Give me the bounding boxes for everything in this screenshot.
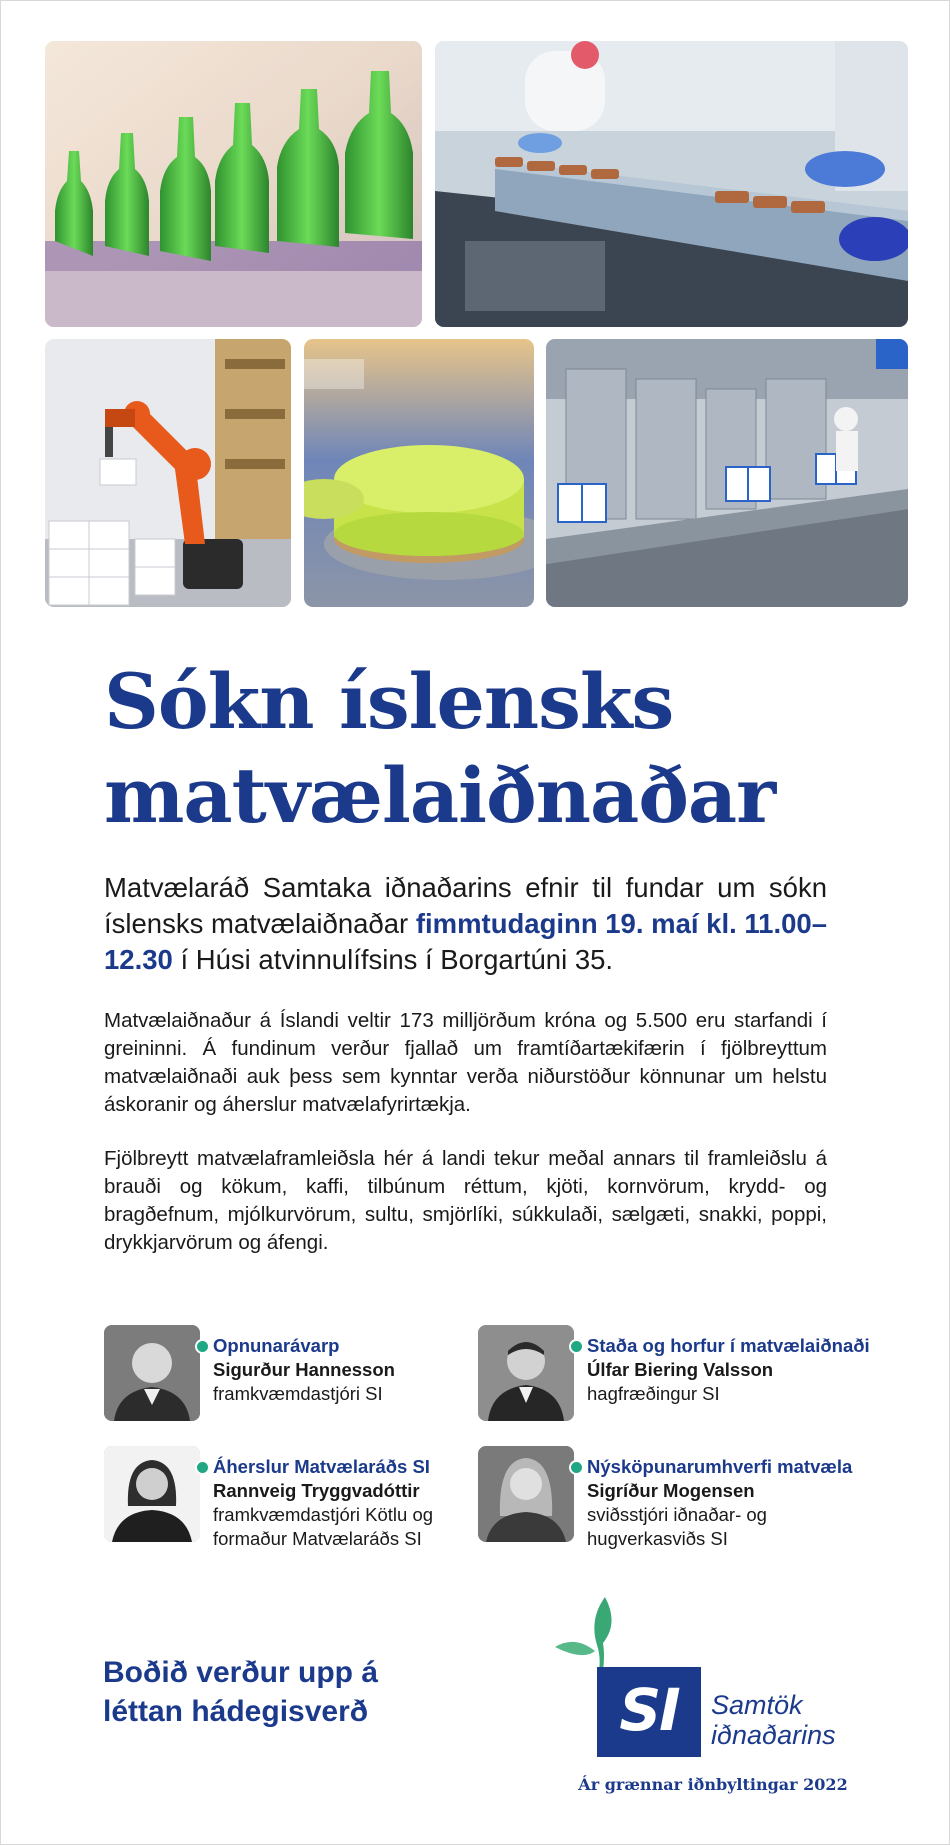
speaker-name: Rannveig Tryggvadóttir [213,1480,420,1501]
lunch-invite [103,1653,463,1731]
speaker-photo [104,1446,200,1542]
speaker-card [478,1325,898,1425]
speaker-topic: Opnunarávarp [213,1335,340,1356]
intro-date-highlight: fimmtudaginn 19. maí kl. 11.00–12.30 [104,908,827,975]
speaker-role: framkvæmdastjóri SI [213,1383,383,1404]
page-title [104,655,864,843]
photo-green-cake [304,339,534,607]
speaker-topic: Staða og horfur í matvælaiðnaði [587,1335,870,1356]
speaker-role: sviðsstjóri iðnaðar- og [587,1504,767,1525]
photo-green-bottles [45,41,422,327]
invite-line-1: Boðið verður upp á [103,1656,379,1689]
si-mark-text: SI [619,1676,679,1744]
photo-robot-arm [45,339,291,607]
intro-text-2: í Húsi atvinnulífsins í Borgartúni 35. [172,944,614,975]
logo-name-line-2: iðnaðarins [711,1720,836,1750]
speaker-role: hagfræðingur SI [587,1383,720,1404]
speaker-topic: Áherslur Matvælaráðs SI [213,1456,430,1477]
speaker-bullet [195,1460,210,1475]
speaker-role-line-2: hugverkasviðs SI [587,1528,728,1549]
intro-paragraph [104,870,827,978]
speaker-photo [104,1325,200,1421]
speaker-bullet [569,1460,584,1475]
logo-name-line-1: Samtök [711,1690,803,1720]
speaker-card [104,1446,524,1549]
body-paragraph-1: Matvælaiðnaður á Íslandi veltir 173 milljörðum króna og 5.500 eru starfandi í greininni. Á fundinum verður fjallað um framtíðartækifærin í fjölbreyttum matvælaiðnaði auk þess sem kynntar verða niðurstöður könnunar um helstu áskoranir og áherslur matvælafyrirtækja. [104,1009,827,1116]
invite-line-2: léttan hádegisverð [103,1695,369,1728]
body-paragraph-2: Fjölbreytt matvælaframleiðsla hér á landi tekur meðal annars til framleiðslu á brauði og kökum, kaffi, tilbúnum réttum, kjöti, kornvörum, krydd- og bragðefnum, mjólkurvörum, sultu, smjörlíki, súkkulaði, sælgæti, snakki, poppi, drykkjarvörum og áfengi. [104,1147,827,1254]
speaker-role-line-2: formaður Matvælaráðs SI [213,1528,422,1549]
speaker-name: Úlfar Biering Valsson [587,1359,774,1380]
speaker-name: Sigurður Hannesson [213,1359,395,1380]
intro-text-1: Matvælaráð Samtaka iðnaðarins efnir til fundar um sókn íslensks matvælaiðnaðar [104,872,827,939]
si-mark [597,1667,701,1757]
speaker-card [478,1446,898,1549]
photo-production-line [435,41,908,327]
leaf-icon [553,1595,633,1675]
si-logo [553,1595,873,1805]
speaker-card [104,1325,524,1425]
speaker-name: Sigríður Mogensen [587,1480,755,1501]
speaker-bullet [195,1339,210,1354]
title-line-2: matvælaiðnaðar [104,751,776,840]
logo-tagline: Ár grænnar iðnbyltingar 2022 [578,1775,848,1794]
photo-milk-bottling [546,339,908,607]
speaker-topic: Nýsköpunarumhverfi matvæla [587,1456,853,1477]
speaker-photo [478,1325,574,1421]
speaker-bullet [569,1339,584,1354]
speaker-role: framkvæmdastjóri Kötlu og [213,1504,434,1525]
logo-wordmark [711,1690,836,1750]
speaker-photo [478,1446,574,1542]
title-line-1: Sókn íslensks [104,657,674,746]
